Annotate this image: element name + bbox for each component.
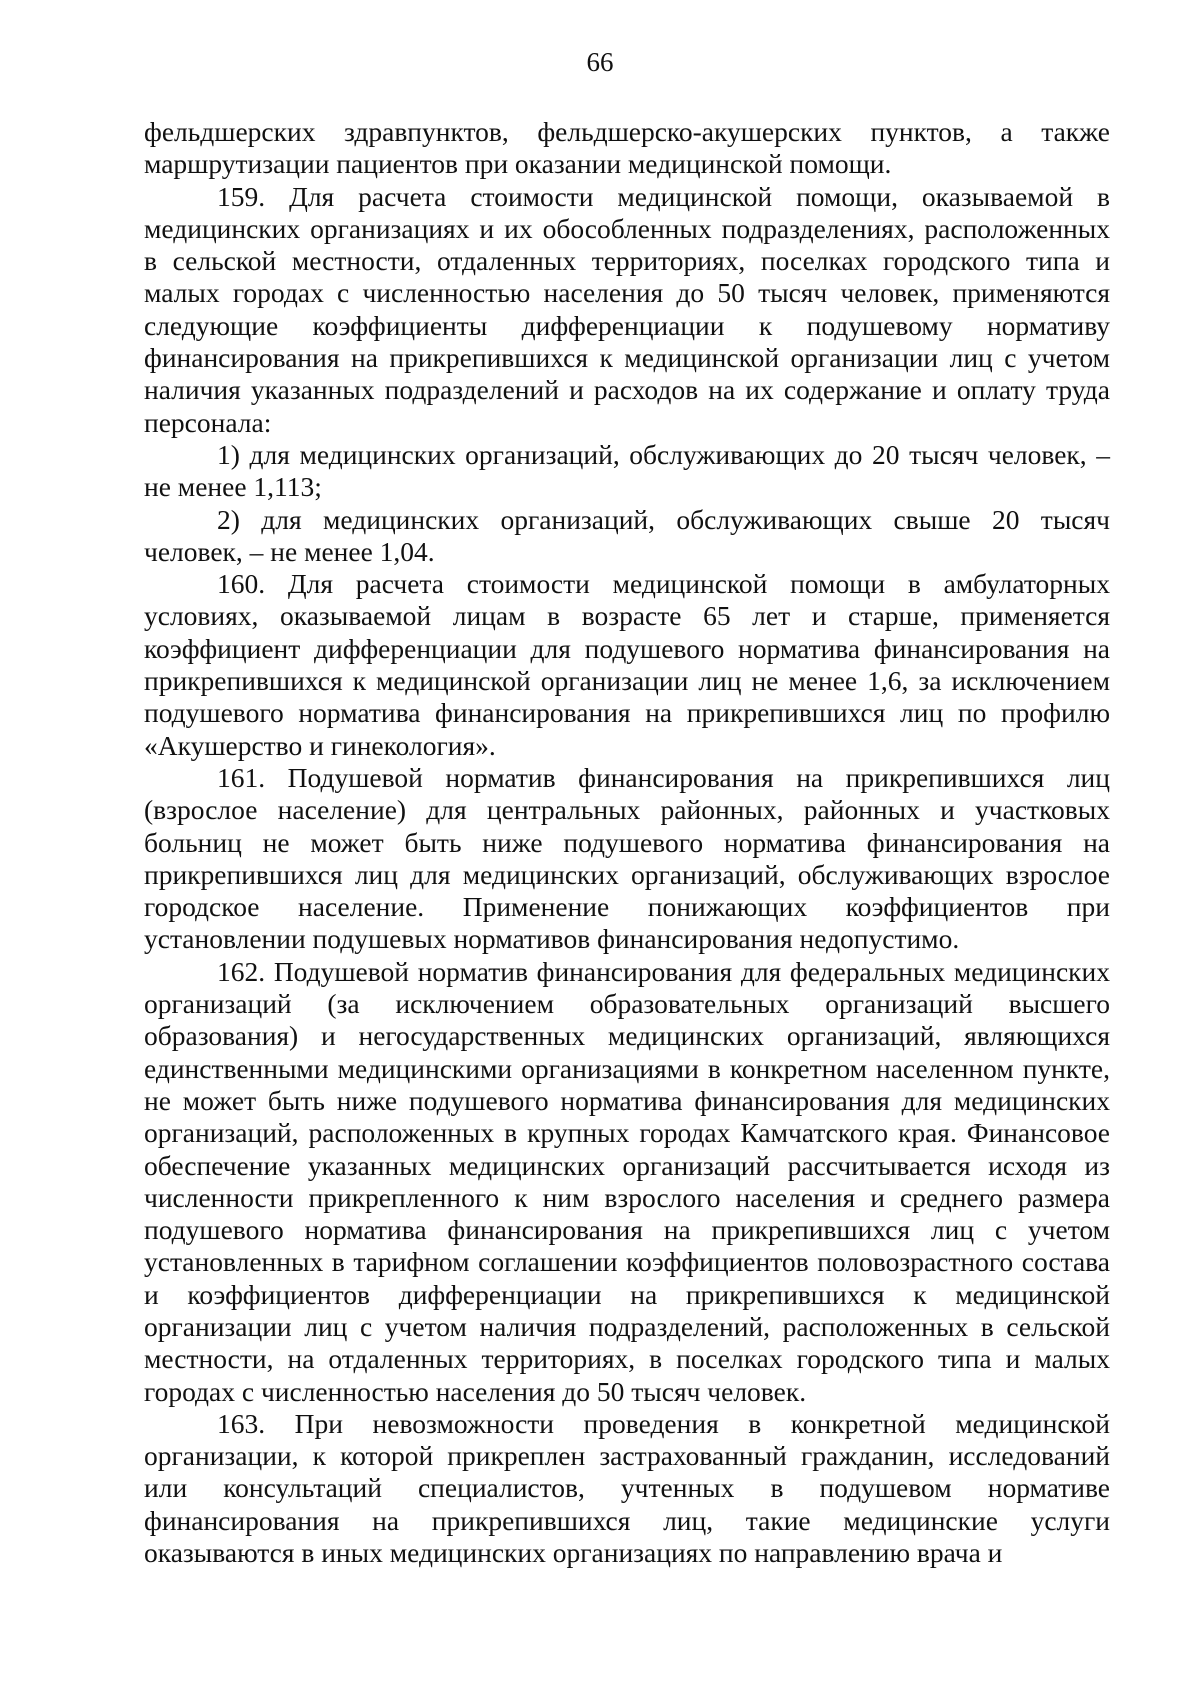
list-item-1: 1) для медицинских организаций, обслуживающих до 20 тысяч человек, – не менее 1,113; <box>144 438 1110 503</box>
paragraph-160: 160. Для расчета стоимости медицинской помощи в амбулаторных условиях, оказываемой лицам в возрасте 65 лет и старше, применяется коэффициент дифференциации для подушевого норматива финансирования на прикрепившихся к медицинской организации лиц не менее 1,6, за исключением подушевого норматива финансирования на прикрепившихся лиц по профилю «Акушерство и гинекология». <box>144 568 1110 761</box>
paragraph-162: 162. Подушевой норматив финансирования для федеральных медицинских организаций (за исключением образовательных организаций высшего образования) и негосударственных медицинских организаций, являющихся единственными медицинскими организациями в конкретном населенном пункте, не может быть ниже подушевого норматива финансирования для медицинских организаций, расположенных в крупных городах Камчатского края. Финансовое обеспечение указанных медицинских организаций рассчитывается исходя из численности прикрепленного к ним взрослого населения и среднего размера подушевого норматива финансирования на прикрепившихся лиц с учетом установленных в тарифном соглашении коэффициентов половозрастного состава и коэффициентов дифференциации на прикрепившихся к медицинской организации лиц с учетом наличия подразделений, расположенных в сельской местности, на отдаленных территориях, в поселках городского типа и малых городах с численностью населения до 50 тысяч человек. <box>144 955 1110 1407</box>
document-body <box>144 116 1110 1569</box>
list-item-2: 2) для медицинских организаций, обслуживающих свыше 20 тысяч человек, – не менее 1,04. <box>144 503 1110 567</box>
page-number: 66 <box>586 47 614 77</box>
paragraph-163: 163. При невозможности проведения в конкретной медицинской организации, к которой прикреплен застрахованный гражданин, исследований или консультаций специалистов, учтенных в подушевом нормативе финансирования на прикрепившихся лиц, такие медицинские услуги оказываются в иных медицинских организациях по направлению врача и <box>144 1407 1110 1569</box>
paragraph-159: 159. Для расчета стоимости медицинской помощи, оказываемой в медицинских организациях и их обособленных подразделениях, расположенных в сельской местности, отдаленных территориях, поселках городского типа и малых городах с численностью населения до 50 тысяч человек, применяются следующие коэффициенты дифференциации к подушевому нормативу финансирования на прикрепившихся к медицинской организации лиц с учетом наличия указанных подразделений и расходов на их содержание и оплату труда персонала: <box>144 180 1110 438</box>
paragraph-continuation: фельдшерских здравпунктов, фельдшерско-акушерских пунктов, а также маршрутизации пациентов при оказании медицинской помощи. <box>144 116 1110 180</box>
paragraph-161: 161. Подушевой норматив финансирования на прикрепившихся лиц (взрослое население) для центральных районных, районных и участковых больниц не может быть ниже подушевого норматива финансирования на прикрепившихся лиц для медицинских организаций, обслуживающих взрослое городское население. Применение понижающих коэффициентов при установлении подушевых нормативов финансирования недопустимо. <box>144 761 1110 955</box>
